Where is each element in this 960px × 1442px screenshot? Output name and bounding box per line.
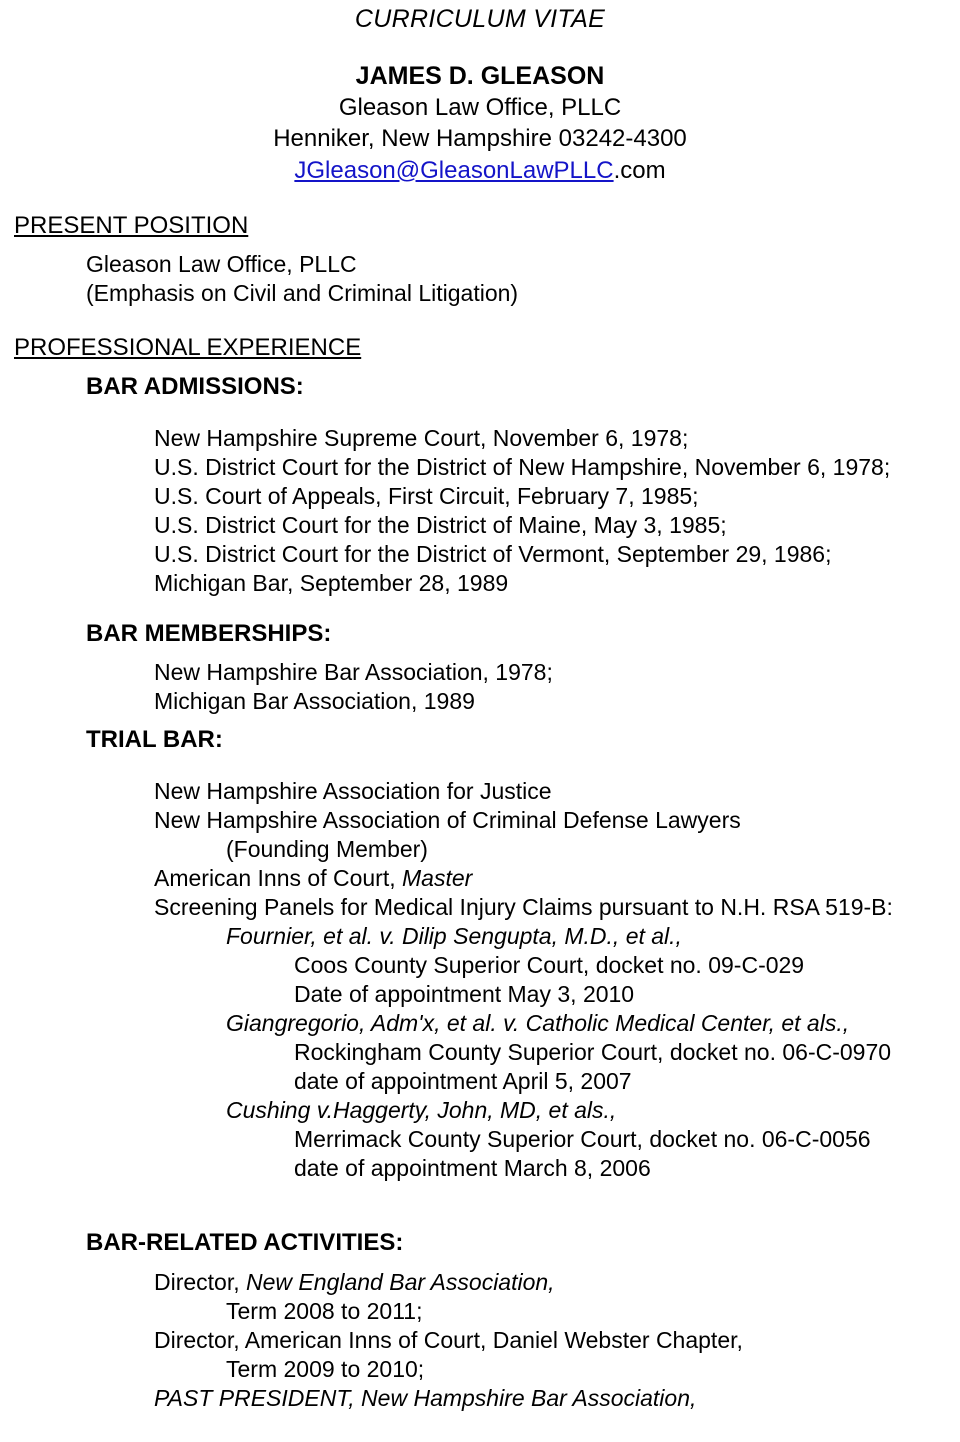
bar-admissions-heading: BAR ADMISSIONS: bbox=[86, 373, 304, 401]
section-present-position-heading: PRESENT POSITION bbox=[14, 211, 249, 239]
trial-bar-item: New Hampshire Association for Justice bbox=[154, 777, 552, 804]
bar-related-plain: Director, bbox=[154, 1268, 247, 1295]
bar-related-item: PAST PRESIDENT, New Hampshire Bar Association, bbox=[154, 1384, 697, 1411]
trial-bar-screening-panels: Screening Panels for Medical Injury Claims pursuant to N.H. RSA 519-B: bbox=[154, 893, 893, 920]
person-name: JAMES D. GLEASON bbox=[355, 61, 605, 90]
bar-membership-item: New Hampshire Bar Association, 1978; bbox=[154, 659, 553, 686]
case-caption: Cushing v.Haggerty, John, MD, et als., bbox=[226, 1097, 617, 1124]
case-court: Rockingham County Superior Court, docket no. 06-C-0970 bbox=[294, 1039, 892, 1066]
case-appointment: date of appointment April 5, 2007 bbox=[294, 1068, 632, 1095]
document-page bbox=[0, 4, 960, 1422]
present-position-line-1: Gleason Law Office, PLLC bbox=[86, 251, 357, 278]
trial-bar-item: New Hampshire Association of Criminal Defense Lawyers bbox=[154, 806, 741, 833]
case-appointment: Date of appointment May 3, 2010 bbox=[294, 980, 635, 1007]
bar-admission-item: Michigan Bar, September 28, 1989 bbox=[154, 569, 509, 596]
bar-related-item: Term 2008 to 2011; bbox=[226, 1297, 423, 1324]
email-suffix: .com bbox=[613, 156, 666, 184]
bar-admission-item: U.S. District Court for the District of Maine, May 3, 1985; bbox=[154, 511, 727, 538]
case-appointment: date of appointment March 8, 2006 bbox=[294, 1155, 651, 1182]
inns-plain-text: American Inns of Court, bbox=[154, 864, 402, 891]
bar-memberships-heading: BAR MEMBERSHIPS: bbox=[86, 619, 332, 647]
trial-bar-founding-member: (Founding Member) bbox=[226, 835, 428, 862]
present-position-line-2: (Emphasis on Civil and Criminal Litigation) bbox=[86, 280, 519, 307]
cv-title: CURRICULUM VITAE bbox=[354, 5, 606, 33]
trial-bar-inns-of-court bbox=[154, 864, 946, 892]
email-line bbox=[14, 156, 946, 185]
bar-related-italic: New England Bar Association, bbox=[246, 1268, 555, 1295]
case-court: Merrimack County Superior Court, docket no. 06-C-0056 bbox=[294, 1126, 871, 1153]
case-court: Coos County Superior Court, docket no. 09-C-029 bbox=[294, 951, 805, 978]
case-caption: Giangregorio, Adm'x, et al. v. Catholic Medical Center, et als., bbox=[226, 1009, 850, 1036]
bar-related-activities-heading: BAR-RELATED ACTIVITIES: bbox=[86, 1229, 404, 1257]
bar-admission-item: U.S. District Court for the District of Vermont, September 29, 1986; bbox=[154, 540, 832, 567]
bar-admission-item: U.S. Court of Appeals, First Circuit, February 7, 1985; bbox=[154, 482, 699, 509]
inns-italic-text: Master bbox=[402, 864, 473, 891]
bar-related-item: Term 2009 to 2010; bbox=[226, 1355, 425, 1382]
section-professional-experience-heading: PROFESSIONAL EXPERIENCE bbox=[14, 334, 362, 362]
firm-name: Gleason Law Office, PLLC bbox=[338, 94, 622, 121]
bar-admission-item: New Hampshire Supreme Court, November 6, 1978; bbox=[154, 424, 689, 451]
bar-membership-item: Michigan Bar Association, 1989 bbox=[154, 688, 475, 715]
trial-bar-heading: TRIAL BAR: bbox=[86, 726, 223, 754]
bar-admission-item: U.S. District Court for the District of New Hampshire, November 6, 1978; bbox=[154, 453, 891, 480]
bar-related-item: Director, American Inns of Court, Daniel Webster Chapter, bbox=[154, 1326, 743, 1353]
bar-related-item bbox=[154, 1268, 946, 1296]
address-line: Henniker, New Hampshire 03242-4300 bbox=[273, 125, 687, 153]
case-caption: Fournier, et al. v. Dilip Sengupta, M.D., et al., bbox=[226, 922, 682, 949]
email-link[interactable]: JGleason@GleasonLawPLLC bbox=[294, 156, 614, 184]
